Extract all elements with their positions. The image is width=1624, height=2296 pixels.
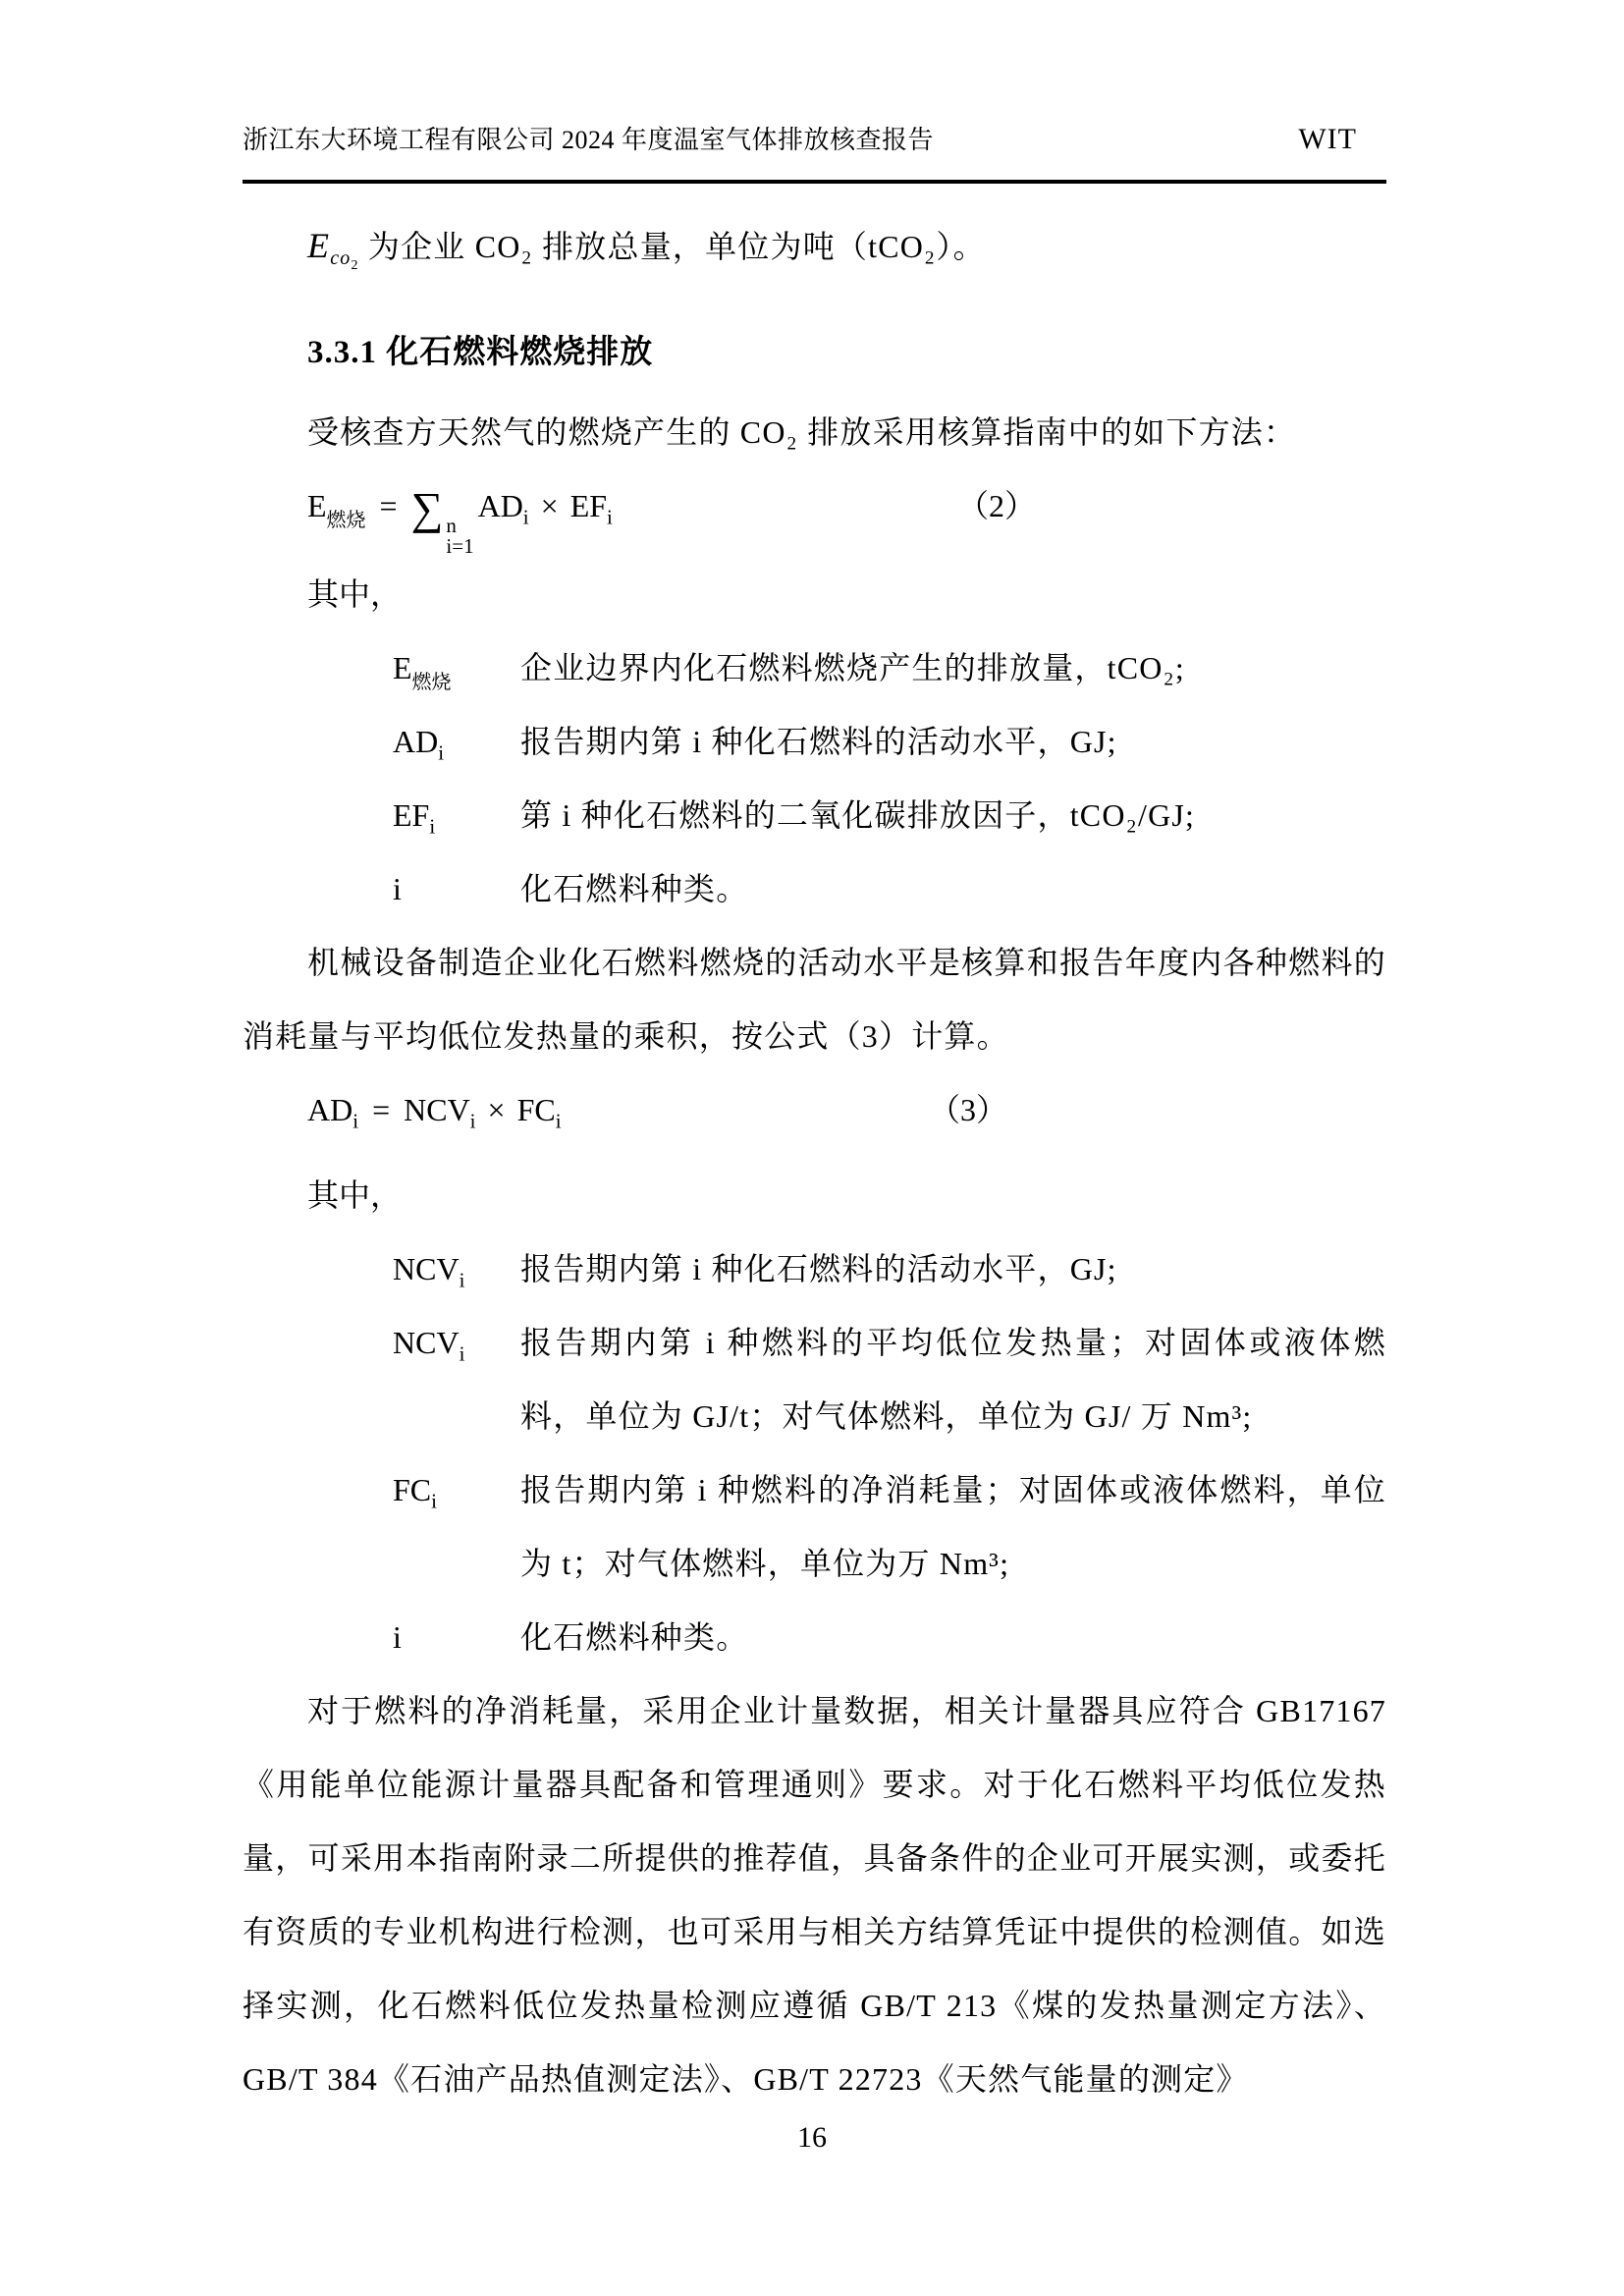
page-footer (0, 2121, 1624, 2155)
formula-2-lhs: $E_{燃烧}$ (307, 488, 366, 532)
formula-3-term1: $NCV_i$ (404, 1092, 476, 1133)
term-description: 第 i 种化石燃料的二氧化碳排放因子，tCO₂/GJ; (520, 797, 1196, 834)
term-description: 化石燃料种类。 (520, 1618, 749, 1655)
term-description: 报告期内第 i 种化石燃料的活动水平，GJ; (520, 1250, 1117, 1286)
term-symbol: $E_{燃烧}$ (393, 650, 452, 694)
definition-row (243, 1601, 1386, 1674)
definition-row (243, 631, 1386, 705)
term-symbol: $NCV_i$ (393, 1324, 465, 1366)
summation-limits: n i=1 (446, 514, 474, 559)
section-heading: 3.3.1 化石燃料燃烧排放 (307, 335, 654, 371)
formula-2-term1: $AD_i$ (477, 488, 529, 529)
formula-2-term2: $EF_i$ (569, 488, 613, 529)
intro-text: 为企业 CO₂ 排放总量，单位为吨（tCO₂）。 (358, 229, 986, 264)
term-description: 报告期内第 i 种化石燃料的活动水平，GJ; (520, 724, 1117, 760)
page-header (243, 120, 1386, 184)
page-number: 16 (797, 2121, 827, 2154)
formula-3-lhs: $AD_i$ (307, 1092, 359, 1133)
definition-row (243, 705, 1386, 779)
where-label: 其中， (307, 1176, 403, 1213)
variable-e: E (307, 226, 331, 265)
definition-row (243, 1306, 1386, 1453)
summation-symbol: ∑ (410, 483, 444, 534)
term-description: 报告期内第 i 种燃料的平均低位发热量；对固体或液体燃料，单位为 GJ/t；对气体燃料，单位为 GJ/ 万 Nm³; (520, 1324, 1386, 1434)
formula-3-term2: $FC_i$ (516, 1092, 562, 1133)
term-symbol: i (393, 1618, 402, 1655)
definition-row (243, 1453, 1386, 1601)
header-title: 浙江东大环境工程有限公司 2024 年度温室气体排放核查报告 (243, 126, 935, 154)
term-symbol: $AD_i$ (393, 724, 445, 765)
document-body (243, 184, 1386, 2116)
term-description: 企业边界内化石燃料燃烧产生的排放量，tCO₂; (520, 650, 1185, 686)
formula-2-number: （2） (957, 488, 1037, 524)
equals-sign: = (379, 488, 398, 524)
paragraph-activity-level: 机械设备制造企业化石燃料燃烧的活动水平是核算和报告年度内各种燃料的消耗量与平均低位发热量的乘积，按公式（3）计算。 (243, 945, 1386, 1055)
formula-3-number: （3） (929, 1092, 1008, 1128)
paragraph-measurement: 对于燃料的净消耗量，采用企业计量数据，相关计量器具应符合 GB17167《用能单位能源计量器具配备和管理通则》要求。对于化石燃料平均低位发热量，可采用本指南附录二所提供的推荐值，具备条件的企业可开展实测，或委托有资质的专业机构进行检测，也可采用与相关方结算凭证中提供的检测值。如选择实测，化石燃料低位发热量检测应遵循 GB/T 213《煤的发热量测定方法》、GB/T 384《石油产品热值测定法》、GB/T 22723《天然气能量的测定》 (243, 1692, 1386, 2097)
definition-row (243, 852, 1386, 926)
company-logo: WIT (1298, 123, 1357, 155)
term-symbol: $EF_i$ (393, 797, 436, 839)
multiply-sign: × (487, 1092, 506, 1128)
definition-row (243, 779, 1386, 852)
term-description: 报告期内第 i 种燃料的净消耗量；对固体或液体燃料，单位为 t；对气体燃料，单位为万 Nm³; (520, 1471, 1386, 1581)
formula-2 (243, 469, 1386, 558)
paragraph-method: 受核查方天然气的燃烧产生的 CO₂ 排放采用核算指南中的如下方法： (307, 414, 1297, 451)
variable-e-subscript: co2 (330, 247, 359, 274)
formula-3 (243, 1073, 1386, 1158)
term-symbol: $FC_i$ (393, 1471, 437, 1513)
term-symbol: $NCV_i$ (393, 1250, 465, 1292)
multiply-sign: × (540, 488, 559, 524)
definition-row (243, 1232, 1386, 1306)
where-label: 其中， (307, 576, 403, 613)
intro-line (243, 209, 1386, 302)
term-symbol: i (393, 871, 402, 907)
equals-sign: = (372, 1092, 391, 1128)
term-description: 化石燃料种类。 (520, 871, 749, 907)
